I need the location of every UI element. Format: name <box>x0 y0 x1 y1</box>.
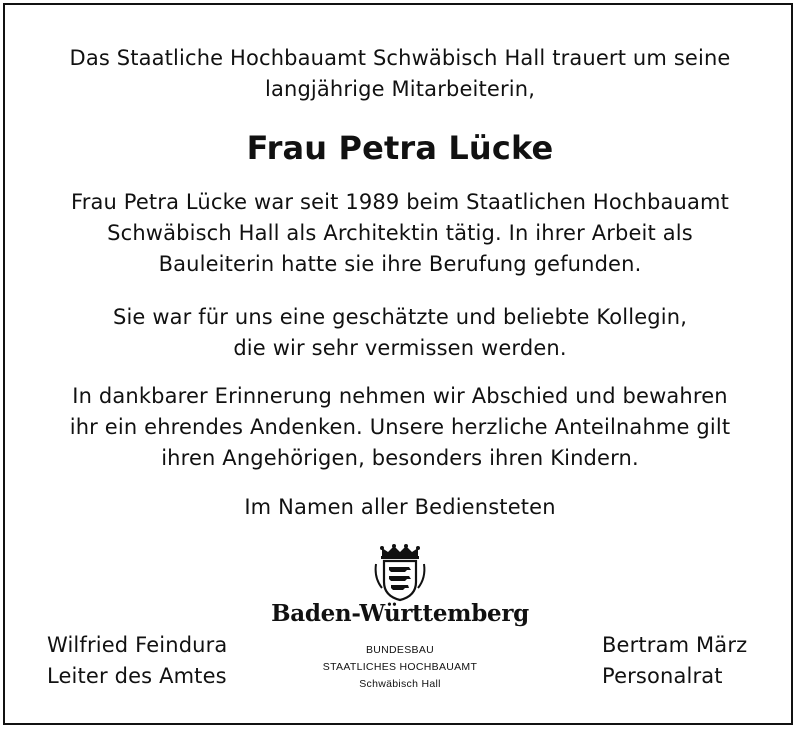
text-line: Sie war für uns eine geschätzte und beliebte Kollegin, <box>112 305 688 329</box>
logo-subline: Schwäbisch Hall <box>359 678 441 690</box>
text-line: Frau Petra Lücke war seit 1989 beim Staatlichen Hochbauamt <box>71 190 729 214</box>
paragraph-remembrance <box>0 381 800 474</box>
text-line: Schwäbisch Hall als Architektin tätig. In ihrer Arbeit als <box>107 221 693 245</box>
logo-subline: BUNDESBAU <box>365 644 435 656</box>
coat-of-arms-icon <box>370 544 430 602</box>
logo-subline: STAATLICHES HOCHBAUAMT <box>322 661 478 673</box>
text-line: Bauleiterin hatte sie ihre Berufung gefunden. <box>158 252 642 276</box>
closing-line: Im Namen aller Bediensteten <box>244 495 556 519</box>
brand-wordmark: Baden-Württemberg <box>271 600 529 627</box>
signatory-right <box>602 630 747 692</box>
signatory-left <box>47 630 227 692</box>
signatory-title: Leiter des Amtes <box>47 664 227 688</box>
intro-text <box>0 43 800 105</box>
paragraph-career <box>0 187 800 280</box>
text-line: In dankbarer Erinnerung nehmen wir Abschied und bewahren <box>72 384 728 408</box>
paragraph-colleague <box>0 302 800 364</box>
intro-line: langjährige Mitarbeiterin, <box>264 77 536 101</box>
signatory-name: Wilfried Feindura <box>47 633 228 657</box>
text-line: ihren Angehörigen, besonders ihren Kindern. <box>161 446 639 470</box>
signatory-name: Bertram März <box>602 633 748 657</box>
text-line: ihr ein ehrendes Andenken. Unsere herzliche Anteilnahme gilt <box>69 415 731 439</box>
intro-line: Das Staatliche Hochbauamt Schwäbisch Hall trauert um seine <box>69 46 731 70</box>
deceased-name: Frau Petra Lücke <box>246 129 554 167</box>
text-line: die wir sehr vermissen werden. <box>233 336 567 360</box>
signatory-title: Personalrat <box>602 664 723 688</box>
